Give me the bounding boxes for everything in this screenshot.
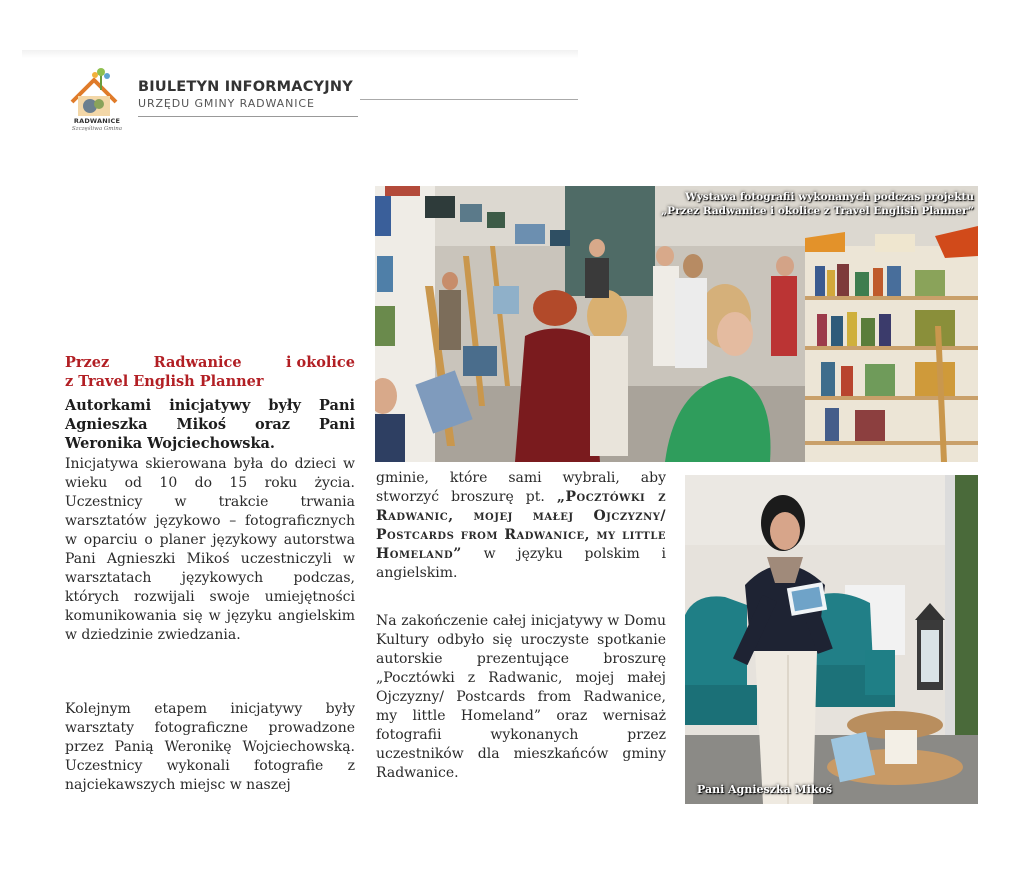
exhibition-caption-line2: „Przez Radwanice i okolice z Travel English Planner” [661, 205, 974, 217]
exhibition-caption-line1: Wystawa fotografii wykonanych podczas projektu [685, 191, 974, 203]
portrait-caption: Pani Agnieszka Mikoś [697, 783, 833, 796]
header-divider [138, 116, 358, 117]
paragraph-4: Na zakończenie całej inicjatywy w Domu Kultury odbyło się uroczyste spotkanie autorskie prezentujące broszurę „Pocztówki z Radwanic, mojej małej Ojczyzny/ Postcards from Radwanice, my little Homeland” oraz wernisaż fotografii wykonanych przez uczestników dla mieszkańców gminy Radwanice. [376, 613, 666, 781]
exhibition-photo [375, 186, 978, 462]
bulletin-title: BIULETYN INFORMACYJNY [138, 79, 353, 95]
paragraph-2: Kolejnym etapem inicjatywy były warsztaty fotograficzne prowadzone przez Panią Weronikę Wojciechowską. Uczestnicy wykonali fotografie z najciekawszych miejsc w naszej [65, 701, 355, 793]
paragraph-1: Inicjatywa skierowana była do dzieci w wieku od 10 do 15 roku życia. Uczestnicy w trakcie trwania warsztatów językowo – fotograficznych w oparciu o planer językowy autorstwa Pani Agnieszki Mikoś uczestniczyli w warsztatach językowych podczas, których rozwijali swoje umiejętności komunikowania się w języku angielskim w dziedzinie zwiedzania. [65, 456, 355, 643]
portrait-photo [685, 475, 978, 804]
header-shade [22, 50, 578, 58]
title-word-1: Przez [65, 354, 110, 371]
brochure-title: „Pocztówki z Radwanic, mojej małej Ojczyzny/ Postcards from Radwanice, my little Homeland” [376, 489, 666, 562]
title-word-2: Radwanice [153, 354, 242, 371]
bulletin-subtitle: URZĘDU GMINY RADWANICE [138, 97, 315, 110]
logo-tagline: Szczęśliwa Gmina [71, 126, 123, 132]
article-title-line2: z Travel English Planner [65, 373, 264, 390]
paragraph-3-end: w języku polskim i angielskim. [376, 546, 666, 581]
paragraph-3 [376, 469, 666, 583]
title-word-3: i okolice [285, 354, 355, 371]
article-title-line1 [65, 353, 355, 372]
paragraph-3-start: gminie, które sami wybrali, aby stworzyć broszurę pt. [376, 470, 666, 505]
exhibition-caption [578, 190, 974, 218]
article-title [65, 353, 355, 391]
logo-town-name: RADWANICE [73, 117, 121, 125]
header-divider-right [360, 99, 578, 100]
article-lead: Autorkami inicjatywy były Pani Agnieszka Mikoś oraz Pani Weronika Wojciechowska. [65, 397, 355, 452]
